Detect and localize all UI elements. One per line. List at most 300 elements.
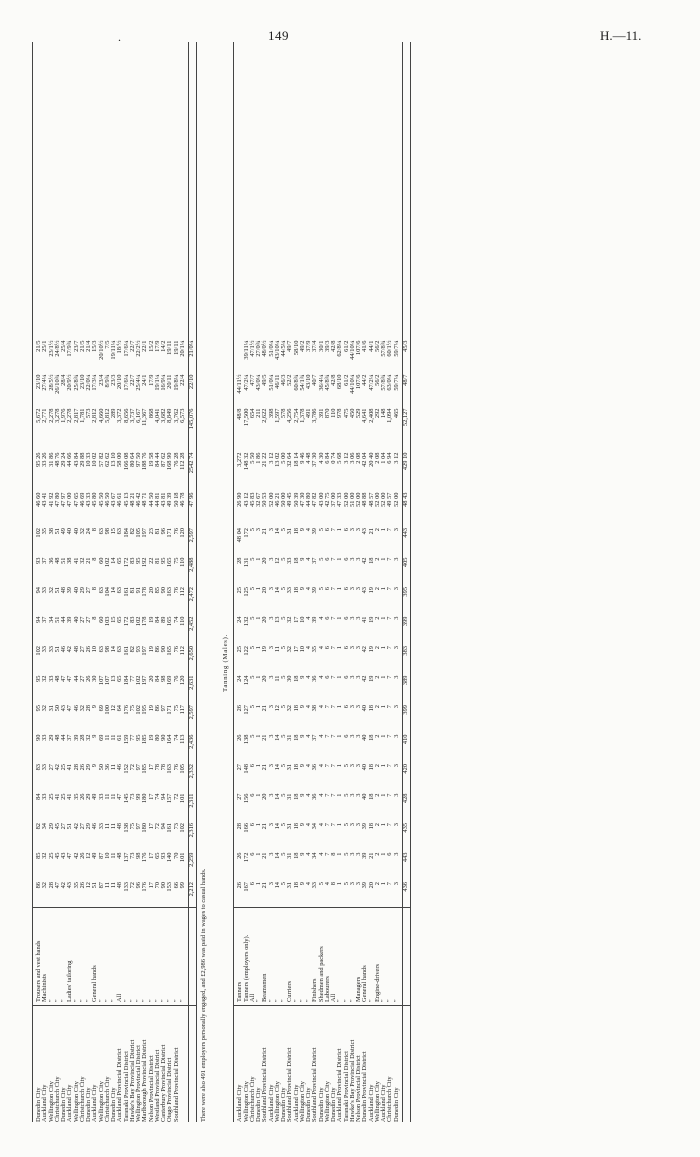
value-cell: 48: [53, 734, 61, 741]
tanning-row: [375, 42, 381, 1122]
clothing-row: [74, 42, 80, 1122]
value-cell: 3: [267, 734, 275, 738]
value-cell: 211: [255, 408, 262, 418]
value-cell: 12: [85, 882, 92, 889]
value-cell: 1: [255, 764, 262, 768]
value-cell: 47 80: [53, 492, 61, 507]
value-cell: 1,378: [298, 408, 306, 423]
value-cell: 44 66: [66, 452, 74, 467]
clothing-row: [92, 42, 98, 1122]
value-cell: 10: [91, 646, 99, 653]
occupation-cell: ": [147, 999, 155, 1002]
value-cell: 29 88: [78, 452, 86, 467]
value-cell: 41/6: [361, 340, 369, 352]
occupation-cell: Trousers and vest hands: [35, 940, 42, 1002]
value-cell: 42: [361, 557, 369, 564]
locality-cell: Christchurch City: [53, 1076, 61, 1122]
value-cell: 60: [97, 616, 105, 623]
value-cell: 140: [166, 852, 174, 863]
value-cell: 44/11½: [236, 374, 244, 394]
value-cell: 48: [116, 823, 124, 830]
value-cell: 84: [153, 616, 161, 623]
value-cell: 3 12: [392, 452, 400, 464]
value-cell: 76: [172, 675, 180, 682]
value-cell: 491: [305, 408, 312, 419]
value-cell: 95 26: [35, 452, 42, 467]
value-cell: 5: [317, 882, 325, 886]
value-cell: 75: [128, 705, 136, 712]
value-cell: 161: [122, 587, 130, 597]
value-cell: 94: [35, 587, 42, 594]
value-cell: 5: [317, 587, 325, 591]
value-cell: 127: [242, 705, 250, 715]
value-cell: 27: [78, 646, 86, 653]
value-cell: 3: [348, 675, 356, 679]
value-cell: 90: [35, 734, 42, 741]
value-cell: 180: [141, 823, 149, 833]
value-cell: 87: [97, 852, 105, 859]
clothing-row: [55, 42, 61, 1122]
value-cell: 29: [85, 764, 92, 771]
value-cell: 31: [286, 734, 294, 741]
locality-cell: Nelson Provincial District: [355, 1055, 362, 1122]
clothing-total-rule: [188, 42, 189, 1122]
value-cell: 18: [292, 734, 300, 741]
value-cell: 46/11: [273, 374, 281, 389]
value-cell: 5: [248, 528, 256, 532]
value-cell: 4,256: [286, 408, 294, 423]
value-cell: 51/0¼: [267, 374, 275, 391]
tanning-row: [294, 42, 300, 1122]
value-cell: 40: [361, 764, 369, 771]
value-cell: 10: [103, 852, 111, 859]
value-cell: 51: [66, 823, 74, 830]
value-cell: 3: [348, 852, 356, 856]
value-cell: 27: [85, 616, 92, 623]
value-cell: 25: [60, 793, 67, 800]
value-cell: 6,167: [135, 408, 142, 423]
value-cell: 51: [53, 646, 61, 653]
value-cell: 63/0¼: [386, 374, 394, 391]
value-cell: 7: [386, 764, 394, 768]
value-cell: 23/4: [97, 374, 105, 386]
value-cell: 4: [305, 587, 312, 591]
value-cell: 24/1: [141, 374, 149, 386]
value-cell: 102: [35, 528, 42, 538]
value-cell: 70: [153, 882, 161, 889]
occupation-cell: ": [78, 999, 86, 1002]
occupation-cell: ": [97, 999, 105, 1002]
value-cell: 1,976: [60, 408, 67, 423]
value-cell: 428: [401, 793, 409, 804]
value-cell: 10 33: [85, 452, 92, 467]
value-cell: 1: [336, 528, 344, 532]
value-cell: 43: [361, 587, 369, 594]
value-cell: 5: [280, 646, 287, 650]
value-cell: 81: [153, 557, 161, 564]
value-cell: 48/8: [236, 408, 244, 420]
value-cell: 50 18: [172, 492, 180, 507]
value-cell: 178: [141, 587, 149, 597]
value-cell: 4: [305, 646, 312, 650]
occupation-cell: Engine-drivers: [373, 964, 381, 1002]
value-cell: 2,408: [367, 408, 375, 423]
value-cell: 54/1¾: [298, 374, 306, 391]
value-cell: 27: [236, 764, 244, 771]
value-cell: 3,372: [116, 408, 124, 423]
value-cell: 3: [348, 793, 356, 797]
value-cell: 5: [248, 557, 256, 561]
value-cell: 2,488: [188, 557, 195, 572]
occupation-cell: General hands: [361, 965, 369, 1002]
occupation-cell: Ladies' tailoring: [66, 960, 74, 1002]
value-cell: 61/2: [342, 340, 350, 352]
value-cell: 120: [178, 528, 186, 538]
value-cell: 65: [116, 616, 124, 623]
value-cell: 120: [178, 675, 186, 686]
value-cell: 14: [110, 587, 117, 594]
value-cell: 37 00: [330, 492, 337, 507]
value-cell: 68/10: [336, 374, 344, 390]
value-cell: 48 21: [128, 492, 136, 507]
tanning-row: [369, 42, 375, 1122]
value-cell: 48: [116, 882, 124, 889]
value-cell: 2,332: [188, 764, 195, 779]
value-cell: 33: [286, 557, 294, 564]
value-cell: 429 10: [401, 452, 409, 471]
value-cell: 176: [141, 882, 149, 892]
value-cell: 1: [380, 616, 387, 620]
value-cell: 12: [85, 852, 92, 859]
value-cell: 11: [273, 646, 281, 653]
value-cell: 4: [305, 793, 312, 797]
value-cell: 47: [66, 705, 74, 712]
value-cell: 58 00: [116, 452, 124, 467]
value-cell: 2,631: [188, 675, 195, 690]
value-cell: 4: [305, 616, 312, 620]
value-cell: 10: [298, 616, 306, 623]
locality-cell: Wellington City: [323, 1081, 331, 1122]
value-cell: 13 02: [273, 452, 281, 467]
value-cell: 3,682: [160, 408, 167, 423]
occupation-cell: ": [386, 999, 394, 1002]
value-cell: 6: [323, 528, 331, 532]
value-cell: 13: [273, 616, 281, 623]
occupation-cell: ": [367, 999, 375, 1002]
value-cell: 133: [122, 882, 130, 892]
value-cell: 56/2: [373, 340, 381, 352]
locality-cell: Southland Provincial District: [286, 1047, 294, 1122]
occupation-cell: Tanners (employers only).: [242, 934, 250, 1002]
value-cell: 14/2: [160, 340, 167, 352]
value-cell: 43 41: [41, 492, 49, 507]
value-cell: 98: [160, 675, 167, 682]
value-cell: 63: [97, 528, 105, 535]
value-cell: 48: [72, 646, 80, 653]
value-cell: 7: [330, 764, 337, 768]
value-cell: 32: [78, 705, 86, 712]
value-cell: 47: [53, 882, 61, 889]
value-cell: 1,094: [386, 408, 394, 423]
occupation-cell: Managers: [355, 976, 362, 1002]
value-cell: 8: [91, 616, 99, 620]
value-cell: 94: [160, 823, 167, 830]
value-cell: 161: [122, 646, 130, 656]
value-cell: 27: [78, 616, 86, 623]
value-cell: 48 04: [236, 528, 244, 543]
value-cell: 166 08: [122, 452, 130, 471]
value-cell: 7: [330, 616, 337, 620]
value-cell: 30: [286, 675, 294, 682]
value-cell: 65: [153, 852, 161, 859]
value-cell: 420: [401, 764, 409, 774]
value-cell: 86: [35, 882, 42, 889]
value-cell: 95: [135, 734, 142, 741]
value-cell: 50 39: [292, 492, 300, 507]
value-cell: 5: [342, 852, 350, 856]
value-cell: 11,367: [141, 408, 149, 426]
value-cell: 165: [166, 646, 174, 656]
value-cell: 391: [317, 408, 325, 419]
value-cell: 43: [60, 852, 67, 859]
value-cell: 1: [380, 528, 387, 532]
value-cell: 3: [392, 705, 400, 709]
value-cell: 7: [330, 734, 337, 738]
value-cell: 51: [53, 616, 61, 623]
value-cell: 98: [103, 646, 111, 653]
value-cell: 33: [47, 646, 55, 653]
value-cell: 112 28: [178, 452, 186, 470]
value-cell: 11: [110, 734, 117, 741]
value-cell: 159: [122, 734, 130, 745]
value-cell: 19/1¼: [153, 374, 161, 391]
value-cell: 166: [242, 823, 250, 833]
value-cell: 5,812: [103, 408, 111, 423]
locality-cell: Dunedin City: [35, 1087, 42, 1122]
locality-cell: Hawke's Bay Provincial District: [348, 1039, 356, 1122]
value-cell: 43 00: [317, 492, 325, 507]
value-cell: 48: [116, 852, 124, 859]
value-cell: 77: [128, 675, 136, 682]
value-cell: 2: [373, 823, 381, 827]
tanning-row: [269, 42, 275, 1122]
locality-cell: Auckland City: [91, 1084, 99, 1122]
value-cell: 23/3: [110, 374, 117, 386]
page-mark: .: [118, 30, 121, 44]
value-cell: 45 80: [91, 492, 99, 507]
value-cell: 3: [348, 528, 356, 532]
value-cell: 6 94: [386, 452, 394, 464]
value-cell: 72: [153, 823, 161, 830]
occupation-cell: Finishers: [311, 978, 319, 1002]
value-cell: 17: [147, 882, 155, 889]
value-cell: 40: [72, 528, 80, 535]
value-cell: 29: [85, 823, 92, 830]
value-cell: 40: [361, 734, 369, 741]
value-cell: 39: [66, 616, 74, 623]
tanning-row: [362, 42, 368, 1122]
value-cell: 11: [103, 882, 111, 889]
value-cell: 48 71: [141, 492, 149, 507]
occupation-cell: ": [392, 999, 400, 1002]
value-cell: 14: [273, 528, 281, 535]
value-cell: 77: [128, 734, 136, 741]
value-cell: 83: [128, 616, 136, 623]
value-cell: 48 43: [401, 492, 409, 507]
value-cell: 2: [373, 616, 381, 620]
value-cell: 5: [248, 587, 256, 591]
value-cell: 48 76: [53, 452, 61, 467]
value-cell: 52 00: [380, 492, 387, 507]
value-cell: 18: [292, 675, 300, 682]
value-cell: 52 00: [342, 492, 350, 507]
value-cell: 26/10¾: [53, 374, 61, 394]
value-cell: 31: [286, 852, 294, 859]
value-cell: 60/1½: [386, 340, 394, 357]
value-cell: 1: [255, 823, 262, 827]
value-cell: 93: [160, 852, 167, 859]
value-cell: 18: [367, 764, 375, 771]
value-cell: 28: [72, 764, 80, 771]
value-cell: 65: [116, 675, 124, 682]
tanning-row: [275, 42, 281, 1122]
value-cell: 40: [361, 793, 369, 800]
value-cell: 25/4¼: [135, 374, 142, 391]
clothing-row: [42, 42, 48, 1122]
locality-cell: Canterbury Provincial District: [160, 1044, 167, 1122]
value-cell: 1 04: [380, 452, 387, 464]
value-cell: 107/6: [355, 340, 362, 356]
value-cell: 171: [166, 705, 174, 715]
locality-cell: Southland Provincial District: [261, 1047, 269, 1122]
value-cell: 112: [178, 646, 186, 656]
value-cell: 26: [85, 675, 92, 682]
value-cell: 6: [342, 528, 350, 532]
locality-cell: Christchurch City: [103, 1076, 111, 1122]
value-cell: 39: [311, 528, 319, 535]
value-cell: 573: [85, 408, 92, 419]
value-cell: 51 00: [348, 492, 356, 507]
value-cell: 34: [47, 616, 55, 623]
value-cell: 112: [178, 587, 186, 597]
clothing-row: [86, 42, 92, 1122]
value-cell: 19/8¼: [172, 374, 180, 391]
value-cell: 49 57: [386, 492, 394, 507]
value-cell: 3,278: [53, 408, 61, 423]
value-cell: 172: [122, 616, 130, 627]
value-cell: 9: [298, 793, 306, 797]
value-cell: 3: [355, 882, 362, 886]
value-cell: 14: [273, 823, 281, 830]
value-cell: 102: [135, 675, 142, 686]
value-cell: 148 32: [242, 452, 250, 471]
value-cell: 21: [261, 734, 269, 741]
value-cell: 86: [153, 646, 161, 653]
locality-cell: Christchurch City: [78, 1076, 86, 1122]
clothing-footnote: There were also 491 employers personally engaged, and £2,986 was paid in wages to casual hands.: [200, 868, 208, 1122]
value-cell: 42: [72, 823, 80, 830]
value-cell: 11: [103, 734, 111, 741]
value-cell: 11: [110, 793, 117, 800]
value-cell: 9: [91, 705, 99, 709]
locality-cell: Wellington Provincial District: [135, 1045, 142, 1122]
value-cell: 9: [91, 764, 99, 768]
value-cell: 1: [380, 675, 387, 679]
value-cell: 172: [242, 528, 250, 538]
value-cell: 292: [373, 408, 381, 419]
value-cell: 5: [317, 557, 325, 561]
value-cell: 39: [66, 587, 74, 594]
value-cell: 48/0½: [261, 340, 269, 357]
occupation-cell: ": [72, 999, 80, 1002]
clothing-row: [67, 42, 73, 1122]
locality-cell: Christchurch City: [386, 1076, 394, 1122]
value-cell: 33: [97, 823, 105, 830]
clothing-row: [117, 42, 123, 1122]
value-cell: 12: [273, 557, 281, 564]
value-cell: 2 08: [355, 452, 362, 464]
value-cell: 33: [41, 587, 49, 594]
value-cell: 1: [380, 852, 387, 856]
value-cell: 82: [128, 646, 136, 653]
value-cell: 26 90: [236, 492, 244, 507]
value-cell: 18: [367, 557, 375, 564]
value-cell: 3: [392, 852, 400, 856]
value-cell: 27: [47, 764, 55, 771]
value-cell: 47: [66, 675, 74, 682]
value-cell: 43: [60, 705, 67, 712]
occupation-cell: ": [122, 999, 130, 1002]
value-cell: 3: [355, 852, 362, 856]
value-cell: 4: [317, 734, 325, 738]
value-cell: 7: [386, 675, 394, 679]
value-cell: 138: [122, 823, 130, 833]
value-cell: 43 12: [242, 492, 250, 507]
value-cell: 6: [342, 675, 350, 679]
value-cell: 14: [273, 587, 281, 594]
value-cell: 3: [267, 557, 275, 561]
value-cell: 42: [72, 852, 80, 859]
value-cell: 48: [53, 675, 61, 682]
value-cell: 5: [280, 764, 287, 768]
clothing-bottom-rule: [196, 42, 197, 1122]
value-cell: 48 88: [361, 492, 369, 507]
value-cell: 50: [97, 764, 105, 771]
value-cell: 18: [292, 882, 300, 889]
value-cell: 47 65: [72, 492, 80, 507]
value-cell: 75: [172, 705, 180, 712]
value-cell: 7: [330, 528, 337, 532]
value-cell: 172: [122, 557, 130, 568]
locality-cell: Auckland City: [41, 1084, 49, 1122]
value-cell: 1: [336, 764, 344, 768]
value-cell: 9: [298, 764, 306, 768]
value-cell: 389: [401, 675, 409, 686]
value-cell: 46 60: [35, 492, 42, 507]
value-cell: 39/11¼: [242, 340, 250, 360]
value-cell: 45: [53, 852, 61, 859]
tanning-total-row: [403, 42, 409, 1122]
value-cell: 3: [355, 587, 362, 591]
value-cell: 3: [267, 646, 275, 650]
value-cell: 7: [330, 705, 337, 709]
locality-cell: Auckland City: [66, 1084, 74, 1122]
value-cell: 6 84: [323, 452, 331, 464]
value-cell: 97: [160, 705, 167, 712]
value-cell: 26: [236, 852, 244, 859]
value-cell: 9: [298, 587, 306, 591]
value-cell: 17: [292, 646, 300, 653]
